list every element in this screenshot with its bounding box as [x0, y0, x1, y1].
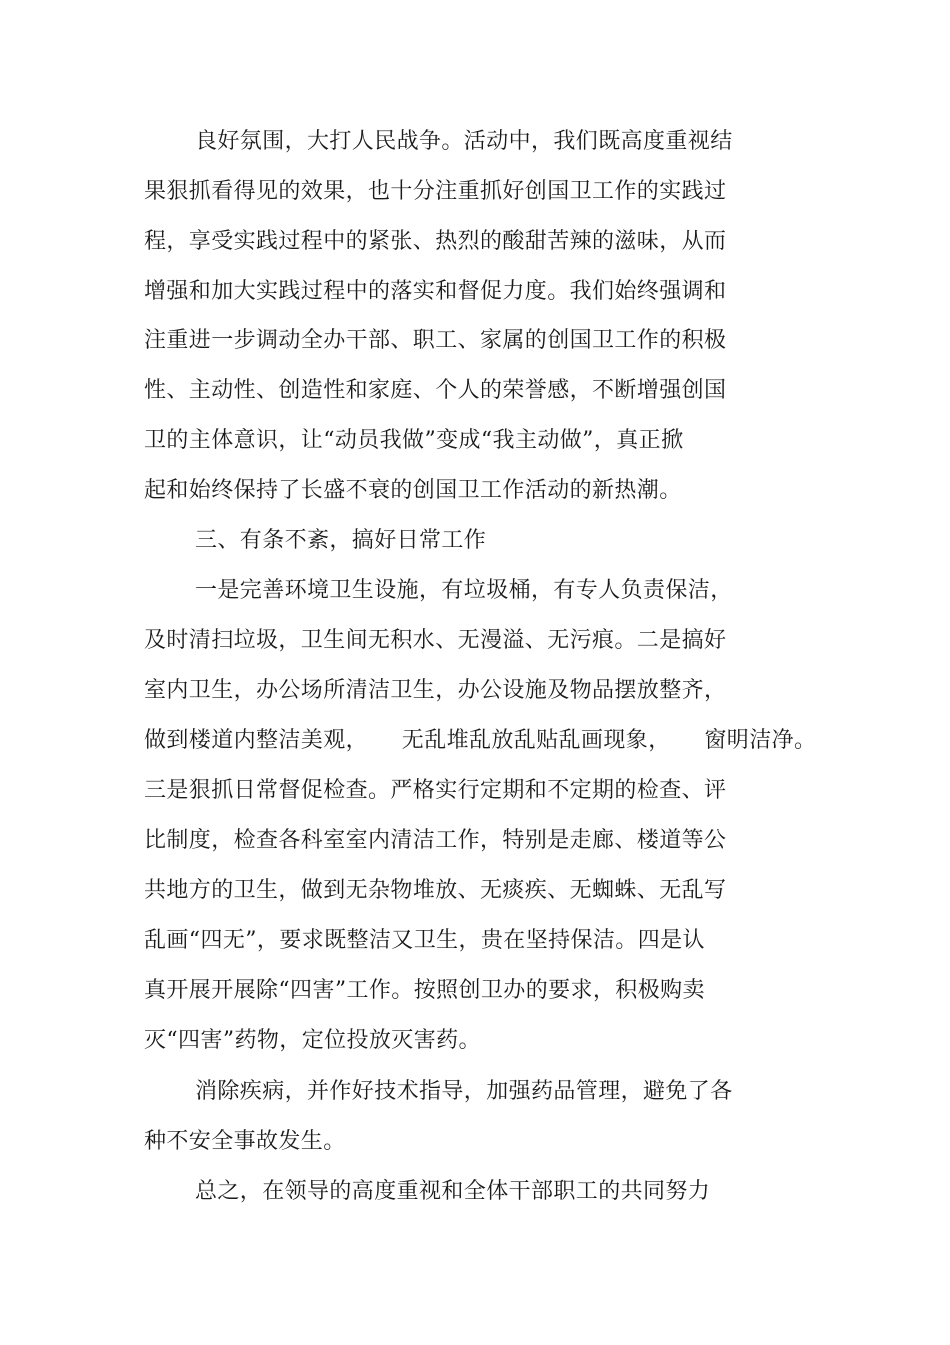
text-line: 比制度，检查各科室室内清洁工作，特别是走廊、楼道等公 [144, 828, 727, 853]
text-line: 增强和加大实践过程中的落实和督促力度。我们始终强调和 [144, 279, 727, 304]
text-line: 注重进一步调动全办干部、职工、家属的创国卫工作的积极 [144, 328, 727, 353]
text-line: 起和始终保持了长盛不衰的创国卫工作活动的新热潮。 [144, 478, 682, 503]
text-line: 三是狠抓日常督促检查。严格实行定期和不定期的检查、评 [144, 778, 727, 803]
text-line: 果狠抓看得见的效果，也十分注重抓好创国卫工作的实践过 [144, 179, 727, 204]
text-line: 共地方的卫生，做到无杂物堆放、无痰疾、无蜘蛛、无乱写 [144, 878, 727, 903]
text-line: 乱画“四无”，要求既整洁又卫生，贵在坚持保洁。四是认 [144, 928, 705, 953]
text-line: 卫的主体意识，让“动员我做”变成“我主动做”，真正掀 [144, 428, 684, 453]
text-line: 灭“四害”药物，定位投放灭害药。 [144, 1028, 481, 1053]
text-line: 种不安全事故发生。 [144, 1129, 346, 1154]
text-line: 良好氛围，大打人民战争。活动中，我们既高度重视结 [195, 129, 733, 154]
text-line: 总之，在领导的高度重视和全体干部职工的共同努力 [195, 1179, 711, 1204]
text-line: 程，享受实践过程中的紧张、热烈的酸甜苦辣的滋味，从而 [144, 229, 727, 254]
text-line: 室内卫生，办公场所清洁卫生，办公设施及物品摆放整齐， [144, 678, 727, 703]
text-line: 真开展开展除“四害”工作。按照创卫办的要求，积极购卖 [144, 978, 705, 1003]
text-line: 消除疾病，并作好技术指导，加强药品管理，避免了各 [195, 1079, 733, 1104]
text-line: 一是完善环境卫生设施，有垃圾桶，有专人负责保洁， [195, 578, 733, 603]
section-heading: 三、有条不紊，搞好日常工作 [195, 528, 487, 553]
text-line: 性、主动性、创造性和家庭、个人的荣誉感，不断增强创国 [144, 378, 727, 403]
text-line: 做到楼道内整洁美观， 无乱堆乱放乱贴乱画现象， 窗明洁净。 [144, 728, 817, 753]
text-line: 及时清扫垃圾，卫生间无积水、无漫溢、无污痕。二是搞好 [144, 628, 727, 653]
